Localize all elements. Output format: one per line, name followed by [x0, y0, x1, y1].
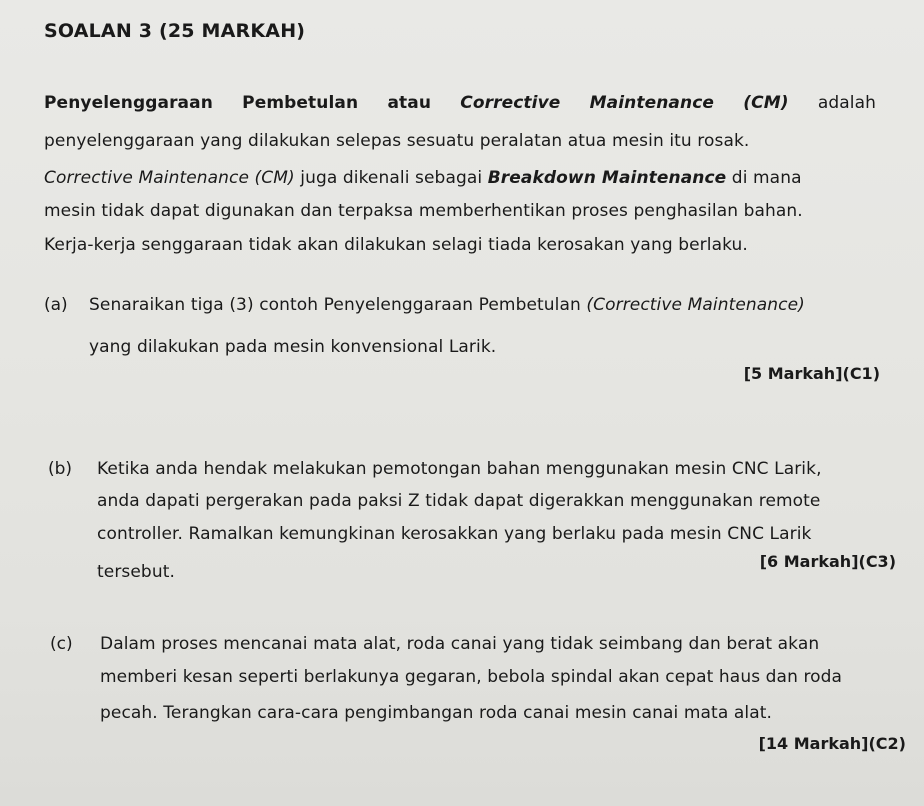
question-heading: SOALAN 3 (25 MARKAH) [44, 20, 306, 42]
intro-line-2: penyelenggaraan yang dilakukan selepas sesuatu peralatan atua mesin itu rosak. [44, 131, 750, 151]
question-a-line-2: yang dilakukan pada mesin konvensional Larik. [89, 337, 497, 357]
question-b-marks: [6 Markah](C3) [759, 552, 896, 571]
question-a-line-1 [89, 295, 805, 315]
intro-line-1 [44, 93, 876, 113]
question-b-line-3: controller. Ramalkan kemungkinan kerosakkan yang berlaku pada mesin CNC Larik [97, 524, 812, 544]
question-b-line-1: Ketika anda hendak melakukan pemotongan bahan menggunakan mesin CNC Larik, [97, 459, 822, 479]
intro-term-2: Pembetulan [242, 93, 359, 113]
question-b-label: (b) [48, 459, 73, 479]
intro-term-6: (CM) [743, 93, 789, 113]
question-c-line-2: memberi kesan seperti berlakunya gegaran, bebola spindal akan cepat haus dan roda [100, 667, 843, 687]
intro-line-5: Kerja-kerja senggaraan tidak akan dilakukan selagi tiada kerosakan yang berlaku. [44, 235, 748, 255]
intro-line-3-text: juga dikenali sebagai [294, 168, 488, 188]
question-c-line-3: pecah. Terangkan cara-cara pengimbangan roda canai mesin canai mata alat. [100, 703, 772, 723]
intro-term-1: Penyelenggaraan [44, 93, 213, 113]
intro-line-3 [44, 168, 802, 188]
intro-term-3: atau [387, 93, 432, 113]
question-a-text: Senaraikan tiga (3) contoh Penyelenggaraan Pembetulan [89, 295, 587, 315]
question-b-line-2: anda dapati pergerakan pada paksi Z tidak dapat digerakkan menggunakan remote [97, 491, 821, 511]
question-a-marks: [5 Markah](C1) [743, 364, 880, 383]
question-a-label: (a) [44, 295, 68, 315]
intro-line-3-end: di mana [726, 168, 802, 188]
question-c-label: (c) [50, 634, 73, 654]
intro-cm-term: Corrective Maintenance (CM) [44, 168, 295, 188]
intro-word-7: adalah [817, 93, 876, 113]
question-a-term: (Corrective Maintenance) [586, 295, 805, 315]
intro-breakdown-term: Breakdown Maintenance [487, 168, 727, 188]
question-b-line-4: tersebut. [97, 562, 175, 582]
intro-line-4: mesin tidak dapat digunakan dan terpaksa memberhentikan proses penghasilan bahan. [44, 201, 803, 221]
intro-term-5: Maintenance [589, 93, 714, 113]
question-c-marks: [14 Markah](C2) [758, 734, 906, 753]
question-c-line-1: Dalam proses mencanai mata alat, roda canai yang tidak seimbang dan berat akan [100, 634, 820, 654]
intro-term-4: Corrective [460, 93, 561, 113]
